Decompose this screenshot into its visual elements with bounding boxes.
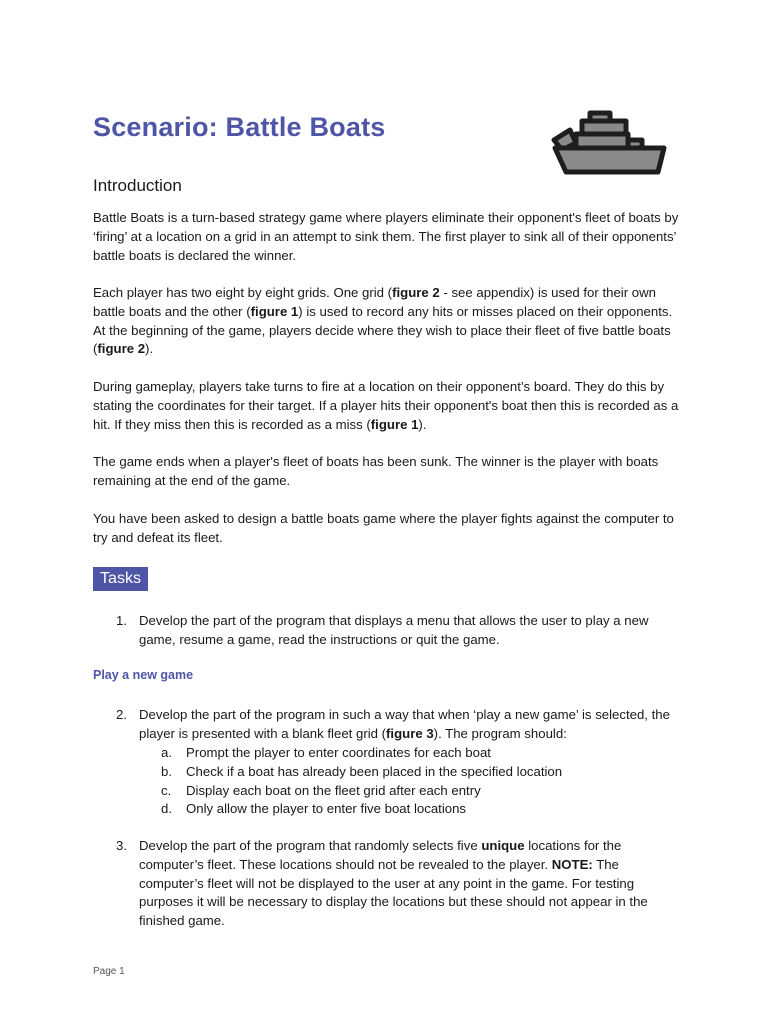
task-number: 2. (116, 707, 127, 722)
page-title: Scenario: Battle Boats (93, 112, 386, 142)
paragraph-design: You have been asked to design a battle boats game where the player fights against the computer to try and defeat its fleet. (93, 511, 674, 545)
task-text: Develop the part of the program that randomly selects five unique locations for the computer’s fleet. These locations should not be revealed to the player. NOTE: The computer’s fleet will not be displayed to the user at any point in the game. For testing purposes it will be necessary to display the locations but these should not appear in the finished game. (139, 838, 648, 929)
task-text: Develop the part of the program that displays a menu that allows the user to play a new game, resume a game, read the instructions or quit the game. (139, 613, 649, 647)
task-text: Develop the part of the program in such a way that when ‘play a new game’ is selected, the player is presented with a blank fleet grid (figure 3). The program should: (139, 707, 670, 741)
paragraph-end: The game ends when a player's fleet of boats has been sunk. The winner is the player with boats remaining at the end of the game. (93, 454, 659, 488)
paragraph-grids: Each player has two eight by eight grids. One grid (figure 2 - see appendix) is used for their own battle boats and the other (figure 1) is used to record any hits or misses placed on their opponents. At the beginning of the game, players decide where they wish to place their fleet of five battle boats (figure 2). (93, 285, 673, 357)
page-number: Page 1 (93, 966, 125, 977)
play-new-game-heading: Play a new game (93, 668, 194, 682)
task-number: 3. (116, 838, 127, 853)
battleship-icon (550, 106, 670, 180)
tasks-heading: Tasks (93, 567, 148, 591)
paragraph-gameplay: During gameplay, players take turns to fire at a location on their opponent’s board. They do this by stating the coordinates for their target. If a player hits their opponent's boat then this is recorded as a hit. If they miss then this is recorded as a miss (figure 1). (93, 379, 679, 432)
introduction-heading: Introduction (93, 176, 182, 195)
paragraph-intro: Battle Boats is a turn-based strategy game where players eliminate their opponent's fleet of boats by ‘firing’ at a location on a grid in an attempt to sink them. The first player to sink all of their opponents’ battle boats is declared the winner. (93, 210, 679, 263)
task-number: 1. (116, 613, 127, 628)
